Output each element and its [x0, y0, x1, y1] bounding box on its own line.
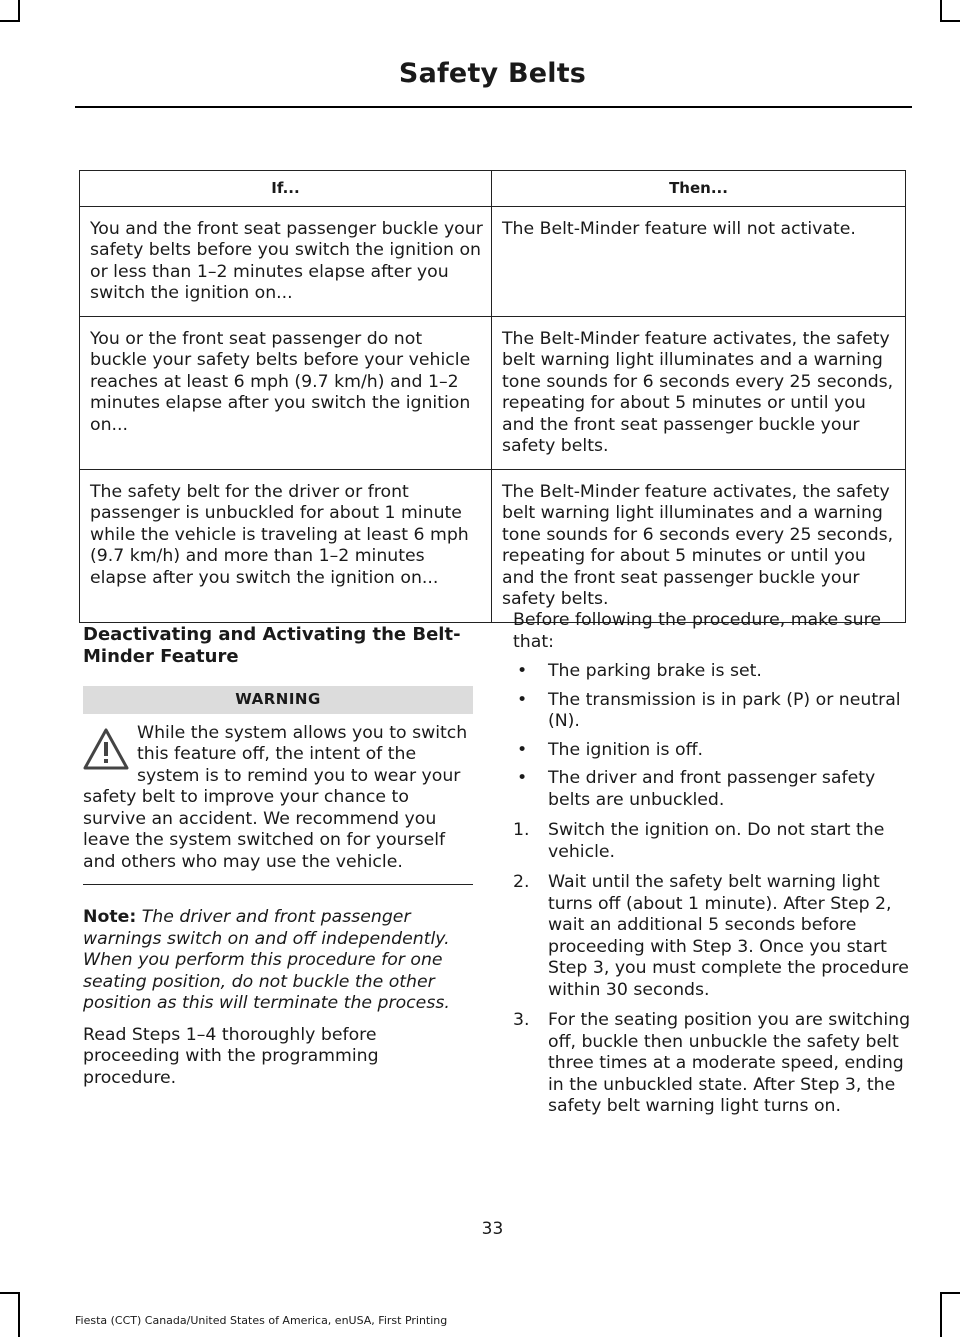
table-header-row: [80, 171, 906, 207]
step-number: 2.: [513, 872, 530, 892]
note-text: The driver and front passenger warnings switch on and off independently. When you perform this procedure for one seating position, do not buckle the other position as this will terminate the process.: [83, 907, 450, 1013]
table-cell-if: The safety belt for the driver or front passenger is unbuckled for about 1 minute while the vehicle is traveling at least 6 mph (9.7 km/h) and more than 1–2 minutes elapse after you switch the ignition on...: [80, 469, 492, 622]
warning-divider: [83, 884, 473, 885]
crop-mark: [0, 20, 20, 22]
bullet: •: [517, 739, 528, 760]
table-cell-if: You and the front seat passenger buckle your safety belts before you switch the ignition on or less than 1–2 minutes elapse after you switch the ignition on...: [80, 206, 492, 316]
crop-mark: [0, 1292, 20, 1294]
section-title: Deactivating and Activating the Belt-Minder Feature: [83, 624, 461, 667]
crop-mark: [940, 0, 942, 22]
step-item: [513, 820, 911, 863]
table-cell-if: You or the front seat passenger do not buckle your safety belts before your vehicle reaches at least 6 mph (9.7 km/h) and 1–2 minutes elapse after you switch the ignition on...: [80, 316, 492, 469]
header-divider: [75, 106, 912, 108]
procedure-steps: [513, 820, 911, 1118]
crop-mark: [940, 20, 960, 22]
warning-label: WARNING: [83, 686, 473, 714]
table-cell-then: The Belt-Minder feature will not activate.: [492, 206, 906, 316]
page-title: Safety Belts: [398, 58, 587, 89]
precondition-list: [513, 661, 911, 811]
table-row: [80, 206, 906, 316]
list-item-text: The driver and front passenger safety belts are unbuckled.: [548, 768, 876, 810]
table-cell-then: The Belt-Minder feature activates, the safety belt warning light illuminates and a warning tone sounds for 6 seconds every 25 seconds, repeating for about 5 minutes or until you and the front seat passenger buckle your safety belts.: [492, 469, 906, 622]
crop-mark: [18, 0, 20, 22]
step-number: 1.: [513, 820, 530, 840]
warning-triangle-icon: [83, 727, 129, 771]
note: [83, 907, 473, 1015]
crop-mark: [18, 1292, 20, 1337]
note-label: Note:: [83, 907, 137, 927]
list-item: [513, 768, 911, 811]
list-item: [513, 690, 911, 733]
step-item: [513, 872, 911, 1001]
list-item-text: The transmission is in park (P) or neutral (N).: [548, 689, 901, 731]
step-item: [513, 1010, 911, 1118]
list-item: [513, 661, 911, 683]
warning-box: [83, 723, 473, 874]
step-text: Switch the ignition on. Do not start the vehicle.: [548, 820, 885, 862]
left-column: [83, 624, 473, 1089]
read-instructions: Read Steps 1–4 thoroughly before proceeding with the programming procedure.: [83, 1024, 379, 1088]
table-row: [80, 316, 906, 469]
crop-mark: [940, 1292, 960, 1294]
footer-text: Fiesta (CCT) Canada/United States of America, enUSA, First Printing: [75, 1314, 448, 1327]
list-item-text: The ignition is off.: [548, 739, 704, 760]
list-item: [513, 740, 911, 762]
crop-mark: [940, 1292, 942, 1337]
bullet: •: [517, 661, 528, 681]
step-text: Wait until the safety belt warning light turns off (about 1 minute). After Step 2, wait an additional 5 seconds before proceeding with Step 3. Once you start Step 3, you must complete the procedure within 30 seconds.: [548, 872, 909, 1000]
belt-minder-table: [79, 170, 906, 623]
bullet: •: [517, 768, 528, 788]
right-column: [513, 610, 911, 1127]
warning-text: While the system allows you to switch this feature off, the intent of the system is to remind you to wear your safety belt to improve your chance to survive an accident. We recommend you leave the system switched on for yourself and others who may use the vehicle.: [83, 722, 468, 872]
list-item-text: The parking brake is set.: [548, 661, 762, 681]
page-number: 33: [481, 1219, 504, 1239]
table-cell-then: The Belt-Minder feature activates, the safety belt warning light illuminates and a warning tone sounds for 6 seconds every 25 seconds, repeating for about 5 minutes or until you and the front seat passenger buckle your safety belts.: [492, 316, 906, 469]
procedure-intro: Before following the procedure, make sure that:: [513, 610, 881, 652]
step-number: 3.: [513, 1010, 530, 1030]
column-header-then: Then...: [492, 171, 906, 207]
column-header-if: If...: [80, 171, 492, 207]
table-row: [80, 469, 906, 622]
bullet: •: [517, 689, 528, 710]
step-text: For the seating position you are switching off, buckle then unbuckle the safety belt three times at a moderate speed, ending in the unbuckled state. After Step 3, the safety belt warning light turns on.: [548, 1010, 911, 1116]
